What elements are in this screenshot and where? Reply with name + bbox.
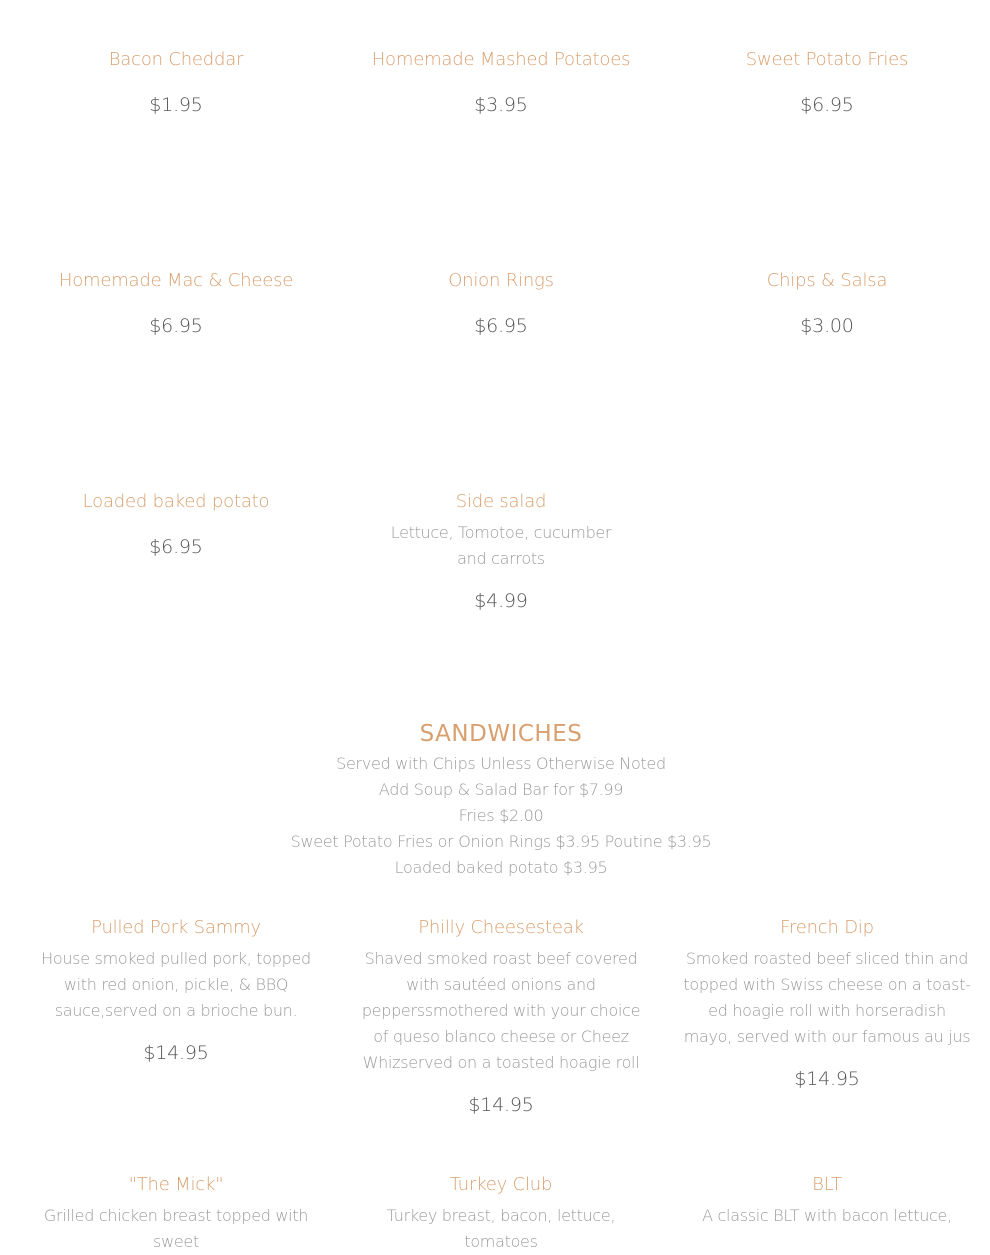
menu-item <box>356 916 646 1117</box>
menu-item <box>682 269 972 338</box>
item-price: $4.99 <box>474 590 528 612</box>
section-note: Fries $2.00 <box>458 806 544 825</box>
item-description: Smoked roasted beef sliced thin and topped with Swiss cheese on a toast-ed hoagie roll with horseradish mayo, served with our famous au jus <box>683 949 971 1046</box>
item-name: Philly Cheesesteak <box>418 917 584 938</box>
section-note: Served with Chips Unless Otherwise Noted <box>336 754 666 773</box>
item-name: "The Mick" <box>128 1174 224 1195</box>
item-description: Turkey breast, bacon, lettuce, tomatoes <box>386 1206 616 1251</box>
item-price: $3.95 <box>474 94 528 116</box>
item-description: Shaved smoked roast beef covered with sautéed onions and pepperssmothered with your choice of queso blanco cheese or Cheez Whizserved on a toasted hoagie roll <box>361 949 641 1072</box>
section-note: Add Soup & Salad Bar for $7.99 <box>378 780 624 799</box>
item-price: $6.95 <box>149 536 203 558</box>
section-notes <box>6 751 990 881</box>
item-description: House smoked pulled pork, topped with red onion, pickle, & BBQ sauce,served on a brioche bun. <box>41 949 311 1020</box>
menu-item <box>356 48 646 117</box>
menu-item <box>682 48 972 117</box>
item-name: Homemade Mac & Cheese <box>58 270 294 291</box>
menu-item <box>356 269 646 338</box>
menu-item <box>31 916 321 1065</box>
item-name: Homemade Mashed Potatoes <box>371 49 631 70</box>
menu-item <box>31 48 321 117</box>
menu-item <box>682 1173 972 1229</box>
item-description: Grilled chicken breast topped with sweet <box>43 1206 309 1251</box>
item-name: Onion Rings <box>448 270 554 291</box>
item-description: Lettuce, Tomotoe, cucumber and carrots <box>390 523 612 568</box>
item-price: $14.95 <box>468 1094 534 1116</box>
item-price: $6.95 <box>800 94 854 116</box>
item-description: A classic BLT with bacon lettuce, <box>702 1206 952 1225</box>
section-title: SANDWICHES <box>419 721 583 747</box>
item-price: $1.95 <box>149 94 203 116</box>
item-name: Sweet Potato Fries <box>745 49 909 70</box>
item-name: Chips & Salsa <box>766 270 888 291</box>
item-name: Pulled Pork Sammy <box>91 917 261 938</box>
item-name: French Dip <box>780 917 874 938</box>
item-name: Turkey Club <box>449 1174 553 1195</box>
item-price: $14.95 <box>794 1068 860 1090</box>
item-price: $6.95 <box>474 315 528 337</box>
item-price: $3.00 <box>800 315 854 337</box>
section-note: Loaded baked potato $3.95 <box>394 858 608 877</box>
item-name: Loaded baked potato <box>82 491 270 512</box>
item-name: BLT <box>812 1174 842 1195</box>
menu-item <box>682 916 972 1091</box>
menu-item <box>31 1173 321 1255</box>
section-note: Sweet Potato Fries or Onion Rings $3.95 Poutine $3.95 <box>290 832 712 851</box>
item-price: $14.95 <box>143 1042 209 1064</box>
item-name: Bacon Cheddar <box>108 49 244 70</box>
sandwiches-section-header <box>6 719 990 881</box>
menu-item <box>356 490 646 613</box>
item-name: Side salad <box>455 491 547 512</box>
menu-item <box>356 1173 646 1255</box>
menu-item <box>31 490 321 559</box>
menu-item <box>31 269 321 338</box>
item-price: $6.95 <box>149 315 203 337</box>
